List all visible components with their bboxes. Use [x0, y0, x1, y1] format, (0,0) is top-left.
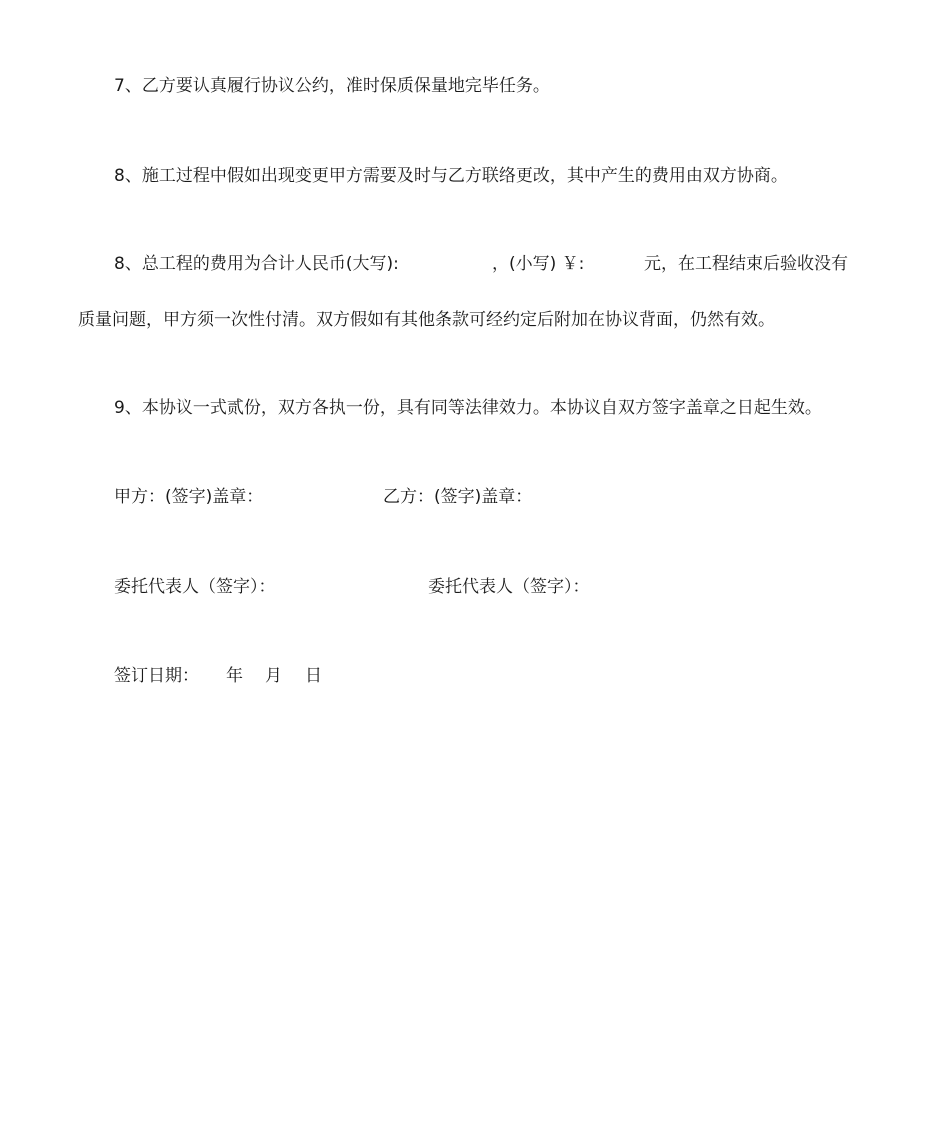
party-b-representative: 委托代表人（签字）：	[428, 577, 590, 597]
party-a-representative: 委托代表人（签字）：	[114, 577, 276, 597]
clause-9: 9、本协议一式贰份，双方各执一份，具有同等法律效力。本协议自双方签字盖章之日起生效。	[114, 398, 822, 418]
date-month: 月	[265, 666, 282, 686]
cost-small-label: ，(小写) ￥:	[492, 254, 585, 274]
date-year: 年	[226, 666, 243, 686]
signing-date-label: 签订日期：	[114, 666, 199, 686]
cost-capital-label: 8、总工程的费用为合计人民币(大写):	[114, 254, 399, 274]
party-a-signature: 甲方：(签字)盖章：	[114, 487, 264, 507]
clause-8-change: 8、施工过程中假如出现变更甲方需要及时与乙方联络更改，其中产生的费用由双方协商。	[114, 166, 788, 186]
date-day: 日	[305, 666, 322, 686]
party-b-signature: 乙方：(签字)盖章：	[383, 487, 533, 507]
clause-7: 7、乙方要认真履行协议公约，准时保质保量地完毕任务。	[114, 76, 550, 96]
clause-8-cost-line2: 质量问题，甲方须一次性付清。双方假如有其他条款可经约定后附加在协议背面，仍然有效。	[78, 310, 775, 330]
cost-yuan-label: 元，在工程结束后验收没有	[644, 254, 848, 274]
